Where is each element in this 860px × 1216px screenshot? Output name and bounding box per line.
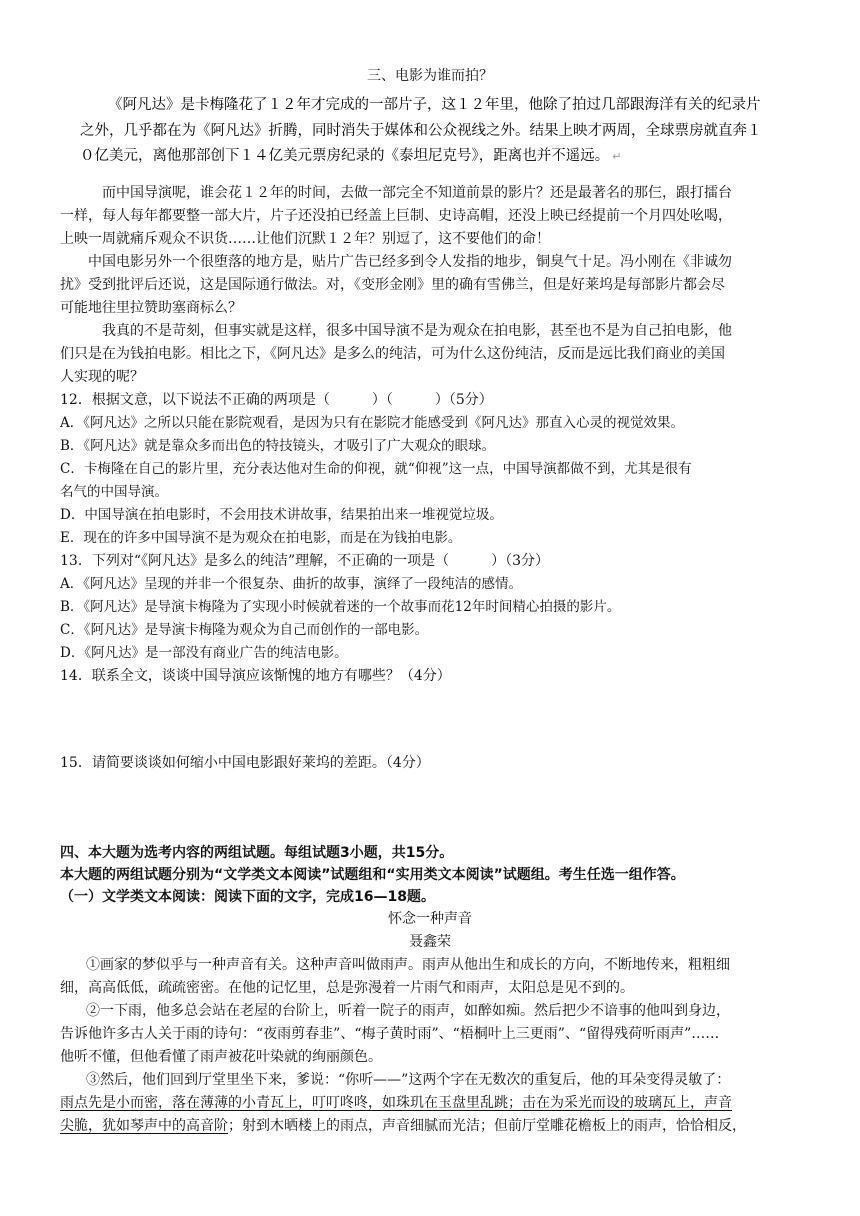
paragraph-line: ①画家的梦似乎与一种声音有关。这种声音叫做雨声。雨声从他出生和成长的方向，不断地传来，粗粗细: [86, 957, 730, 973]
paragraph-line: 我真的不是苛刻，但事实就是这样，很多中国导演不是为观众在拍电影，甚至也不是为自己拍电影，他: [102, 323, 732, 339]
paragraph-line: 扰》受到批评后还说，这是国际通行做法。对，《变形金刚》里的确有雪佛兰，但是好莱坞是每部影片都会尽: [60, 277, 725, 293]
q13-option-b: B．《阿凡达》是导演卡梅隆为了实现小时候就着迷的一个故事而花12年时间精心拍摄的影片。: [60, 599, 621, 615]
paragraph-line: 可能地往里拉赞助塞商标么？: [60, 300, 242, 316]
paragraph-line: 上映一周就痛斥观众不识货……让他们沉默１２年？别逗了，这不要他们的命！: [60, 231, 550, 247]
paragraph-line: 中国电影另外一个很堕落的地方是，贴片广告已经多到令人发指的地步，铜臭气十足。冯小刚在《非诚勿: [88, 254, 732, 270]
question-13-stem: 13．下列对“《阿凡达》是多么的纯洁”理解，不正确的一项是（ ）（3分）: [60, 553, 550, 569]
underlined-passage: 雨点先是小而密，落在薄薄的小青瓦上，叮叮咚咚，如珠玑在玉盘里乱跳；击在为采光而设的玻璃瓦上，声音: [60, 1095, 732, 1111]
paragraph-line: 告诉他许多古人关于雨的诗句：“夜雨剪春韭”、“梅子黄时雨”、“梧桐叶上三更雨”、“留得残荷听雨声”……: [60, 1026, 720, 1042]
section-4-heading: 四、本大题为选考内容的两组试题。每组试题3小题，共15分。: [60, 845, 454, 861]
question-15: 15．请简要谈谈如何缩小中国电影跟好莱坞的差距。（4分）: [60, 755, 430, 771]
paragraph-line: 们只是在为钱拍电影。相比之下，《阿凡达》是多么的纯洁，可为什么这份纯洁，反而是远比我们商业的美国: [60, 346, 725, 362]
paragraph-line: ②一下雨，他多总会站在老屋的台阶上，听着一院子的雨声，如醉如痴。然后把少不谙事的他叫到身边，: [86, 1003, 730, 1019]
section-title: 三、电影为谁而拍？: [367, 68, 493, 84]
question-12-stem: 12．根据文意，以下说法不正确的两项是（ ）（ ）（5分）: [60, 392, 493, 408]
q12-option-d: D．中国导演在拍电影时，不会用技术讲故事，结果拍出来一堆视觉垃圾。: [60, 507, 503, 523]
image-text-line: 《阿凡达》是卡梅隆花了１２年才完成的一部片子，这１２年里，他除了拍过几部跟海洋有关的纪录片: [108, 97, 761, 113]
story-author: 聂鑫荣: [409, 934, 451, 950]
paragraph-line: 他听不懂，但他看懂了雨声被花叶染就的绚丽颜色。: [60, 1049, 382, 1065]
q12-option-e: E．现在的许多中国导演不是为观众在拍电影，而是在为钱拍电影。: [60, 530, 462, 546]
image-text-line: 之外，几乎都在为《阿凡达》折腾，同时消失于媒体和公众视线之外。结果上映才两周，全球票房就直奔１: [80, 123, 762, 139]
story-title: 怀念一种声音: [388, 911, 472, 927]
image-text-line: ０亿美元，离他那部创下１４亿美元票房纪录的《泰坦尼克号》，距离也并不遥远。: [80, 148, 610, 164]
q12-option-c: C．卡梅隆在自己的影片里，充分表达他对生命的仰视，就“仰视”这一点，中国导演都做不到，尤其是很有: [60, 461, 692, 477]
section-4-instructions: 本大题的两组试题分别为“文学类文本阅读”试题组和“实用类文本阅读”试题组。考生任选一组作答。: [60, 867, 685, 883]
q13-option-c: C．《阿凡达》是导演卡梅隆为观众为自己而创作的一部电影。: [60, 622, 429, 638]
subsection-heading: （一）文学类文本阅读：阅读下面的文字，完成16—18题。: [60, 889, 435, 905]
paragraph-line: ③然后，他们回到厅堂里坐下来，爹说：“你听——”这两个字在无数次的重复后，他的耳朵变得灵敏了：: [86, 1072, 731, 1088]
q13-option-d: D．《阿凡达》是一部没有商业广告的纯洁电影。: [60, 645, 348, 661]
paragraph-line: 细，高高低低，疏疏密密。在他的记忆里，总是弥漫着一片雨气和雨声，太阳总是见不到的。: [60, 980, 634, 996]
q13-option-a: A．《阿凡达》呈现的并非一个很复杂、曲折的故事，演绎了一段纯洁的感情。: [60, 576, 522, 592]
paragraph-line: 而中国导演呢，谁会花１２年的时间，去做一部完全不知道前景的影片？还是最著名的那仨，跟打擂台: [102, 185, 732, 201]
paragraph-text: ；射到木晒楼上的雨点，声音细腻而光洁；但前厅堂雕花檐板上的雨声，恰恰相反，: [228, 1118, 746, 1134]
q12-option-a: A．《阿凡达》之所以只能在影院观看，是因为只有在影院才能感受到《阿凡达》那直入心灵的视觉效果。: [60, 415, 684, 431]
q12-option-b: B．《阿凡达》就是靠众多而出色的特技镜头，才吸引了广大观众的眼球。: [60, 438, 496, 454]
underlined-passage: 尖脆，犹如琴声中的高音阶: [60, 1118, 228, 1134]
paragraph-return-mark: ↵: [612, 150, 622, 163]
paragraph-line: 一样，每人每年都要整一部大片，片子还没拍已经盖上巨制、史诗高帽，还没上映已经提前一个月四处吆喝，: [60, 208, 732, 224]
q12-option-c-cont: 名气的中国导演。: [60, 484, 168, 500]
question-14: 14．联系全文，谈谈中国导演应该惭愧的地方有哪些？（4分）: [60, 668, 451, 684]
paragraph-line: 人实现的呢？: [60, 369, 144, 385]
